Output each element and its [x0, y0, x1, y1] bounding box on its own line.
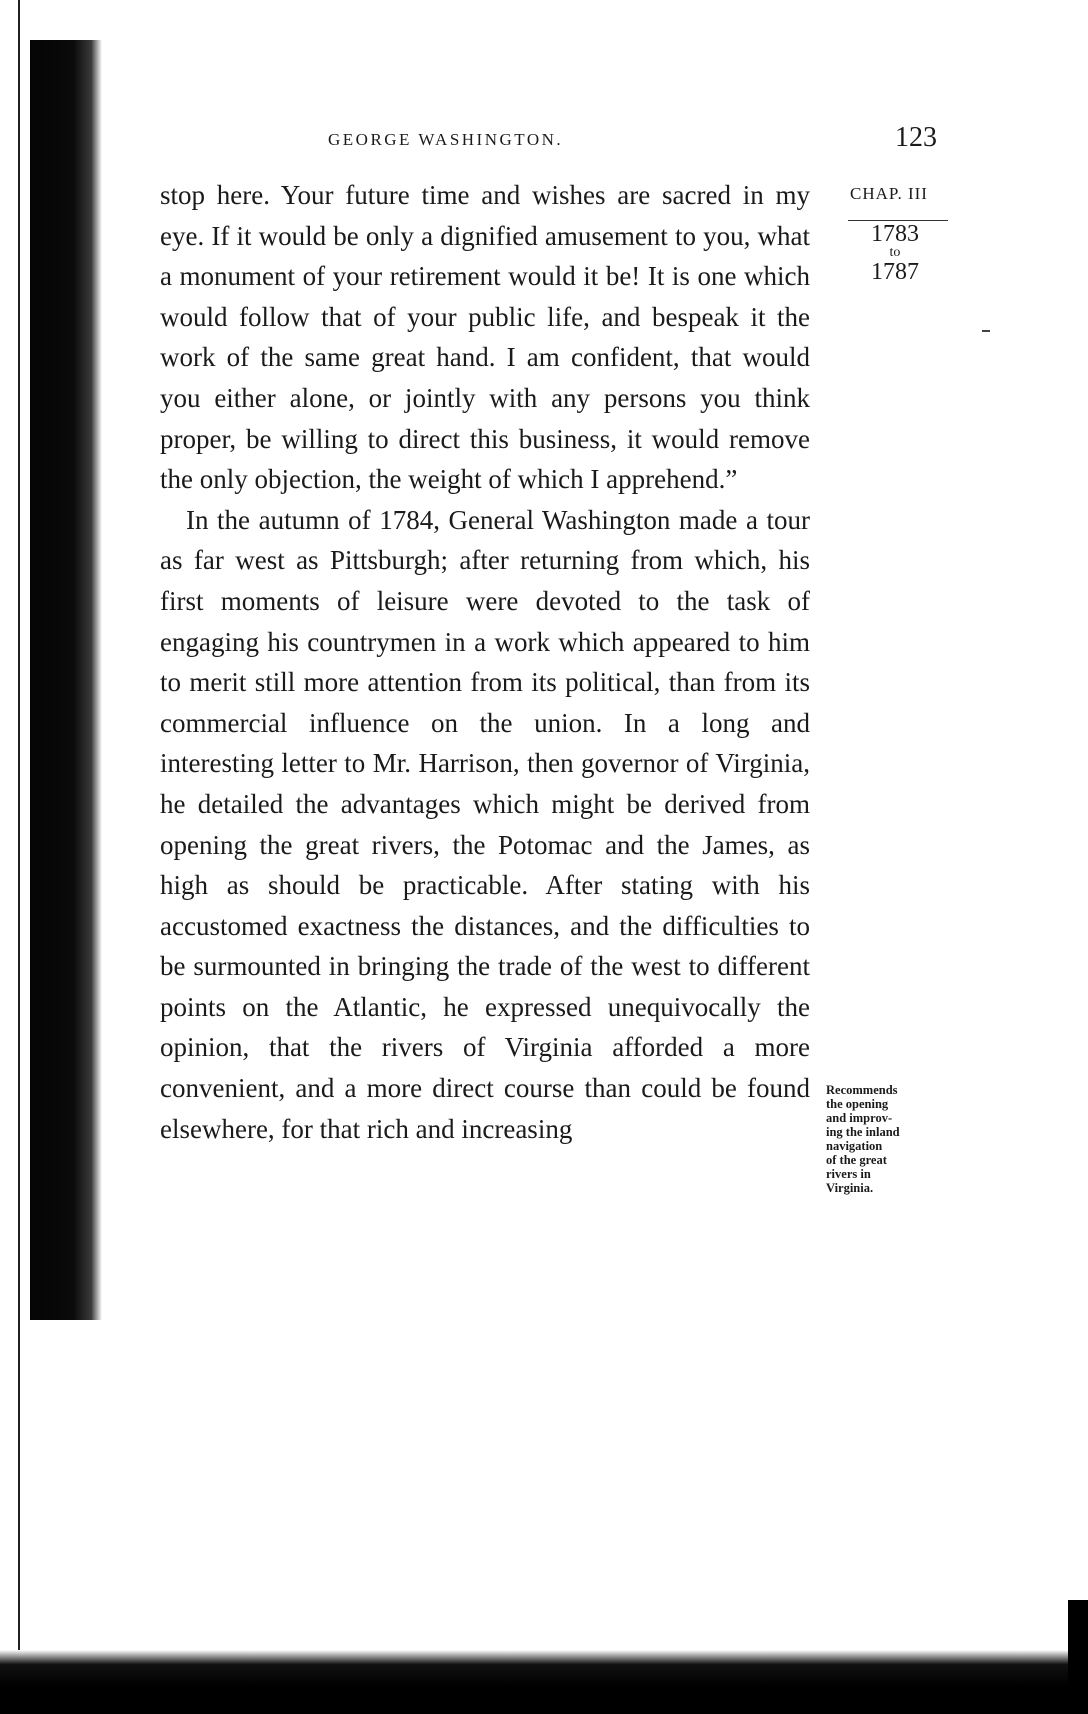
sidenote-line: navigation [826, 1139, 883, 1153]
sidenote-line: rivers in [826, 1167, 871, 1181]
sidenote-line: and improv- [826, 1111, 893, 1125]
scan-bottom-edge [0, 1650, 1088, 1686]
sidenote-line: Recommends [826, 1083, 898, 1097]
paragraph-2: In the autumn of 1784, General Washington made a tour as far west as Pittsburgh; after returning from which, his first moments of leisure were devoted to the task of engaging his countrymen in a work which appeared to him to merit still more attention from its political, than from its commercial influence on the union. In a long and interesting letter to Mr. Harrison, then governor of Virginia, he detailed the advantages which might be derived from opening the great rivers, the Potomac and the James, as high as should be practicable. After stating with his accustomed exactness the distances, and the difficulties to be surmounted in bringing the trade of the west to different points on the Atlantic, he expressed unequivocally the opinion, that the rivers of Virginia afforded a more convenient, and a more direct course than could be found elsewhere, for that rich and increasing [160, 504, 810, 1144]
year-end: 1787 [871, 259, 919, 285]
paragraph-1: stop here. Your future time and wishes are sacred in my eye. If it would be only a dignified amusement to you, what a monument of your retirement would it be! It is one which would follow that of your public life, and bespeak it the work of the same great hand. I am confident, that would you either alone, or jointly with any persons you think proper, be willing to direct this business, it would remove the only objection, the weight of which I apprehend.” [160, 180, 810, 495]
sidenote-line: of the great [826, 1153, 887, 1167]
year-to: to [889, 245, 901, 260]
chapter-label: CHAP. III [850, 184, 928, 203]
margin-sidenote [826, 1083, 956, 1195]
year-start: 1783 [871, 221, 919, 247]
scan-bottom-edge-dark [0, 1686, 1088, 1714]
scan-corner-shadow [1068, 1600, 1088, 1714]
scan-binding-shadow [30, 40, 102, 1320]
running-head-title: GEORGE WASHINGTON. [328, 130, 564, 149]
scan-speck [982, 330, 990, 332]
sidenote-line: the opening [826, 1097, 889, 1111]
sidenote-line: Virginia. [826, 1181, 874, 1195]
year-range [850, 222, 940, 284]
sidenote-line: ing the inland [826, 1125, 900, 1139]
running-head [160, 122, 960, 160]
body-text [160, 175, 810, 1149]
scan-gutter-line [18, 0, 20, 1714]
page-number: 123 [895, 122, 937, 153]
